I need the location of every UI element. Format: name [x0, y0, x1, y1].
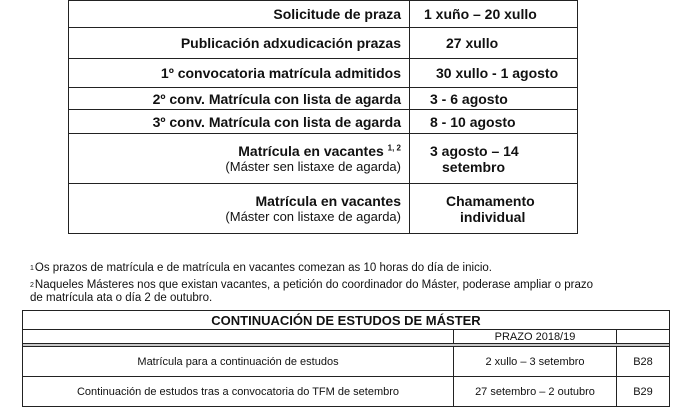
schedule-label [69, 134, 410, 184]
row-period: 27 setembro – 2 outubro [454, 377, 617, 407]
footnote-text: Os prazos de matrícula e de matrícula en vacantes comezan as 10 horas do día de inicio. [34, 262, 492, 274]
schedule-value [410, 184, 578, 234]
footnote-continuation: de matrícula ata o día 2 de outubro. [30, 292, 213, 304]
admission-schedule-table [68, 0, 578, 234]
schedule-row-vacancies-no-waitlist [69, 134, 578, 184]
schedule-row [69, 1, 578, 28]
schedule-row [69, 28, 578, 59]
schedule-row-vacancies-waitlist [69, 184, 578, 234]
schedule-row [69, 59, 578, 88]
schedule-label: 1º convocatoria matrícula admitidos [69, 59, 410, 88]
schedule-value: 3 - 6 agosto [410, 88, 578, 110]
row-code: B28 [617, 347, 670, 377]
value-line: setembro [442, 158, 506, 175]
value-line: 3 agosto – 14 [430, 142, 519, 159]
table-title: CONTINUACIÓN DE ESTUDOS DE MÁSTER [23, 311, 670, 330]
vacancies-label: Matrícula en vacantes [255, 193, 401, 209]
schedule-label: Publicación adxudicación prazas [69, 28, 410, 59]
schedule-value: 30 xullo - 1 agosto [410, 59, 578, 88]
schedule-label [69, 184, 410, 234]
footnote-text: Naqueles Másteres nos que existan vacantes, a petición do coordinador do Máster, poderase ampliar o prazo [34, 279, 593, 291]
vacancies-sublabel: (Máster sen listaxe de agarda) [225, 159, 401, 174]
schedule-label: Solicitude de praza [69, 1, 410, 28]
header-empty-cell [617, 330, 670, 344]
row-code: B29 [617, 377, 670, 407]
vacancies-label: Matrícula en vacantes [238, 143, 384, 159]
footnote-mark: 1 [30, 265, 34, 272]
schedule-value: 27 xullo [410, 28, 578, 59]
value-line: Chamamento [446, 192, 535, 209]
schedule-label: 3º conv. Matrícula con lista de agarda [69, 110, 410, 134]
schedule-value [410, 134, 578, 184]
schedule-value: 1 xuño – 20 xullo [410, 1, 578, 28]
vacancies-sublabel: (Máster con listaxe de agarda) [225, 209, 401, 224]
footnote-ref: 1, 2 [387, 143, 401, 153]
period-header: PRAZO 2018/19 [454, 330, 617, 344]
table-row [23, 377, 670, 407]
footnote-2 [30, 279, 675, 305]
row-label: Matrícula para a continuación de estudos [23, 347, 454, 377]
row-period: 2 xullo – 3 setembro [454, 347, 617, 377]
schedule-row [69, 110, 578, 134]
value-line: individual [460, 208, 526, 225]
row-label: Continuación de estudos tras a convocatoria do TFM de setembro [23, 377, 454, 407]
continuation-studies-table [22, 310, 670, 407]
footnote-1 [30, 262, 492, 275]
table-row [23, 347, 670, 377]
schedule-row [69, 88, 578, 110]
footnote-mark: 2 [30, 282, 34, 289]
schedule-label: 2º conv. Matrícula con lista de agarda [69, 88, 410, 110]
schedule-value: 8 - 10 agosto [410, 110, 578, 134]
header-empty-cell [23, 330, 454, 344]
